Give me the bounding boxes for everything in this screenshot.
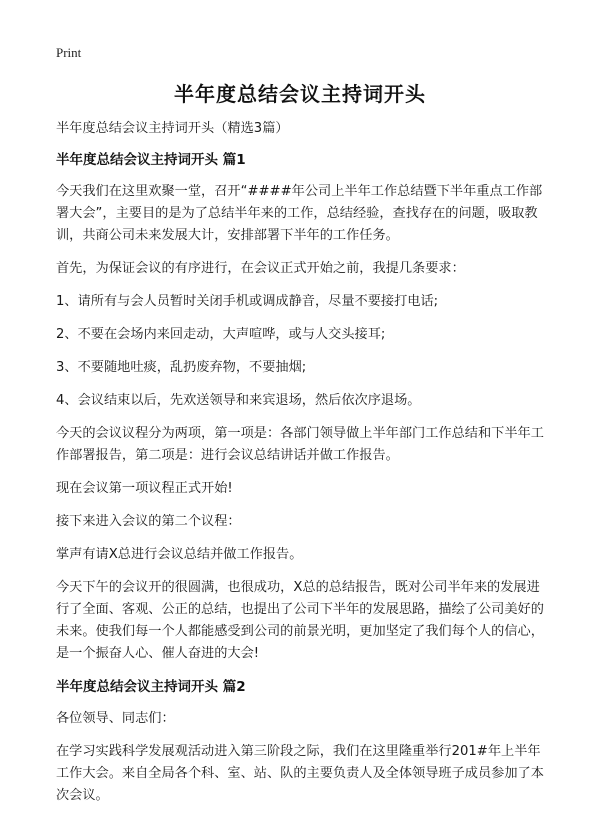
- paragraph: 在学习实践科学发展观活动进入第三阶段之际，我们在这里隆重举行201#年上半年工作大会。来自全局各个科、室、站、队的主要负责人及全体领导班子成员参加了本次会议。: [56, 744, 544, 803]
- print-link[interactable]: Print: [56, 45, 82, 60]
- paragraph: 今天我们在这里欢聚一堂，召开“####年公司上半年工作总结暨下半年重点工作部署大会”，主要目的是为了总结半年来的工作，总结经验，查找存在的问题，吸取教训，共商公司未来发展大计，安排部署下半年的工作任务。: [56, 184, 543, 243]
- paragraph: 各位领导、同志们：: [56, 711, 175, 726]
- section-heading-1: 半年度总结会议主持词开头 篇1: [56, 152, 246, 168]
- document-title: 半年度总结会议主持词开头: [174, 82, 426, 106]
- paragraph: 接下来进入会议的第二个议程：: [56, 514, 241, 529]
- list-item: 4、会议结束以后，先欢送领导和来宾退场，然后依次序退场。: [56, 393, 421, 408]
- section-heading-2: 半年度总结会议主持词开头 篇2: [56, 679, 246, 695]
- list-item: 2、不要在会场内来回走动，大声喧哗，或与人交头接耳;: [56, 327, 386, 342]
- paragraph: 首先，为保证会议的有序进行，在会议正式开始之前，我提几条要求：: [56, 261, 465, 276]
- paragraph: 掌声有请X总进行会议总结并做工作报告。: [56, 547, 303, 562]
- paragraph: 今天的会议议程分为两项，第一项是：各部门领导做上半年部门工作总结和下半年工作部署报告，第二项是：进行会议总结讲话并做工作报告。: [56, 426, 544, 463]
- list-item: 3、不要随地吐痰，乱扔废弃物，不要抽烟;: [56, 360, 307, 375]
- document-body: [56, 118, 552, 818]
- list-item: 1、请所有与会人员暂时关闭手机或调成静音，尽量不要接打电话;: [56, 294, 439, 309]
- document-subtitle: 半年度总结会议主持词开头（精选3篇）: [56, 121, 289, 136]
- paragraph: 现在会议第一项议程正式开始!: [56, 481, 233, 496]
- paragraph: 今天下午的会议开的很圆满，也很成功，X总的总结报告，既对公司半年来的发展进行了全面、客观、公正的总结，也提出了公司下半年的发展思路，描绘了公司美好的未来。使我们每一个人都能感受到公司的前景光明，更加坚定了我们每个人的信心，是一个振奋人心、催人奋进的大会!: [56, 580, 544, 661]
